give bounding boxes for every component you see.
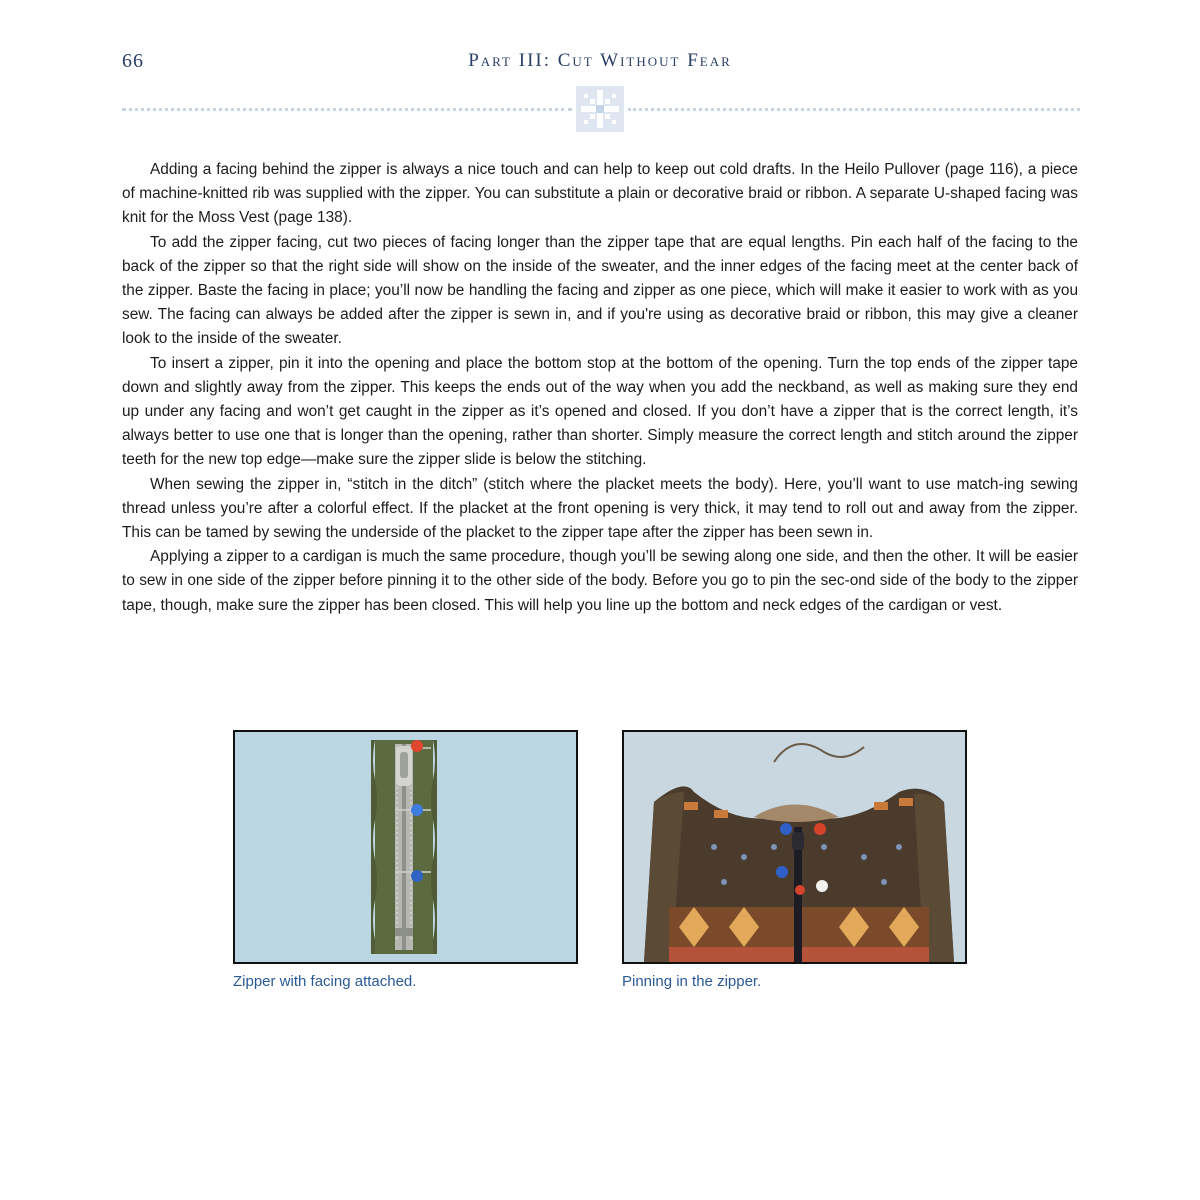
- figure-caption: Pinning in the zipper.: [622, 973, 762, 990]
- header-rule-right: [628, 108, 1080, 111]
- paragraph: Adding a facing behind the zipper is always a nice touch and can help to keep out cold drafts. In the Heilo Pullover (page 116), a piece of machine-knitted rib was supplied with the zipper. You can substitute a plain or decorative braid or ribbon. A separate U-shaped facing was knit for the Moss Vest (page 138).: [122, 161, 1078, 227]
- figure-caption: Zipper with facing attached.: [233, 973, 417, 990]
- header-rule-left: [122, 108, 572, 111]
- paragraph: To insert a zipper, pin it into the opening and place the bottom stop at the bottom of the opening. Turn the top ends of the zipper tape down and slightly away from the zipper. This keeps the ends out of the way when you add the neckband, as well as making sure they end up under any facing and won’t get caught in the zipper as it’s opened and closed. If you don’t have a zipper that is the correct length, it’s always better to use one that is longer than the opening, rather than shorter. Simply measure the correct length and stitch around the zipper teeth for the new top edge—make sure the zipper slide is below the stitching.: [122, 354, 1078, 469]
- running-head: Part III: Cut Without Fear: [468, 50, 732, 71]
- sweater-photo: [622, 730, 967, 964]
- body-text: [122, 158, 1078, 618]
- paragraph: To add the zipper facing, cut two pieces of facing longer than the zipper tape that are equal lengths. Pin each half of the facing to the back of the zipper so that the right side will show on the inside of the sweater, and the inner edges of the facing meet at the center back of the zipper. Baste the facing in place; you’ll now be handling the facing and zipper as one piece, which will make it easier to work with as you sew. The facing can always be added after the zipper is sewn in, and if you're using as decorative braid or ribbon, this may give a cleaner look to the inside of the sweater.: [122, 233, 1078, 348]
- figure-zipper-facing: [233, 730, 578, 990]
- snowflake-ornament-icon: [576, 86, 624, 132]
- zipper-photo: [233, 730, 578, 964]
- figure-pinning-zipper: [622, 730, 967, 990]
- paragraph: Applying a zipper to a cardigan is much the same procedure, though you’ll be sewing along one side, and then the other. It will be easier to sew in one side of the zipper before pinning it to the other side of the body. Before you go to pin the sec-ond side of the body to the zipper tape, though, make sure the zipper has been closed. This will help you line up the bottom and neck edges of the cardigan or vest.: [122, 548, 1078, 614]
- paragraph: When sewing the zipper in, “stitch in the ditch” (stitch where the placket meets the body). Here, you’ll want to use match-ing sewing thread unless you’re after a colorful effect. If the placket at the front opening is very thick, it may tend to roll out and away from the zipper. This can be tamed by sewing the underside of the placket to the zipper tape after the zipper has been sewn in.: [122, 475, 1078, 542]
- page-number: 66: [122, 50, 144, 72]
